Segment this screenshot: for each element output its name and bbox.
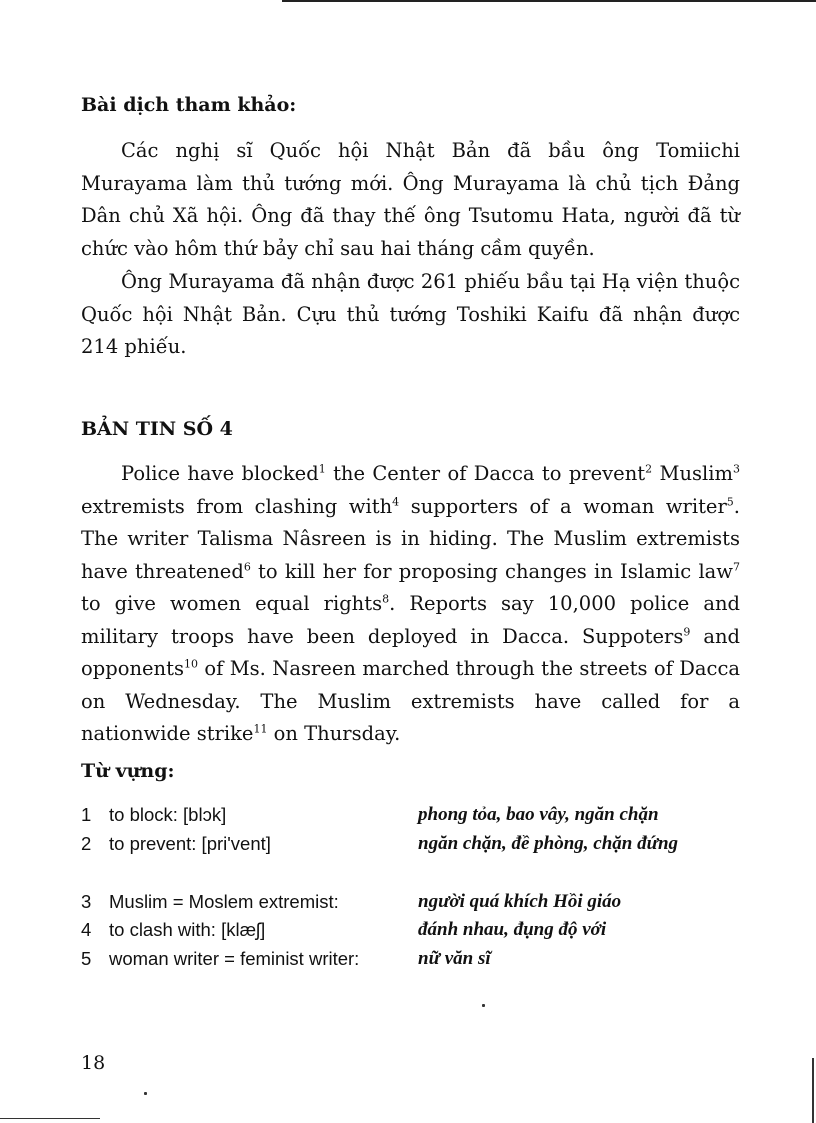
reference-paragraph-1: Các nghị sĩ Quốc hội Nhật Bản đã bầu ông Tomiichi Murayama làm thủ tướng mới. Ông Murayama là chủ tịch Đảng Dân chủ Xã hội. Ông đã thay thế ông Tsutomu Hata, người đã từ chức vào hôm thứ bảy chỉ sau hai tháng cầm quyền. — [81, 139, 740, 260]
footnote-marker: 7 — [733, 560, 740, 573]
vocab-meaning: ngăn chặn, đề phòng, chặn đứng — [418, 833, 679, 854]
vocab-term: woman writer = feminist writer: — [109, 948, 360, 969]
bulletin-paragraph — [81, 458, 740, 751]
vocab-item — [81, 916, 740, 944]
scan-speck — [144, 1092, 147, 1095]
bulletin-text-run: Muslim — [652, 462, 733, 485]
page-number: 18 — [81, 1052, 106, 1074]
footnote-marker: 4 — [392, 495, 400, 508]
vocab-number: 4 — [81, 919, 92, 940]
footnote-marker: 9 — [683, 625, 691, 638]
footnote-marker: 6 — [243, 560, 251, 573]
vocab-term: to prevent: [pri'vent] — [109, 833, 271, 854]
top-border-line — [282, 0, 816, 2]
bulletin-text-run: extremists from clashing with — [81, 494, 393, 518]
vocabulary-heading: Từ vựng: — [81, 760, 175, 782]
vocab-item — [81, 888, 740, 916]
vocab-item — [81, 830, 740, 886]
scan-speck — [482, 1004, 485, 1007]
footnote-marker: 11 — [253, 722, 268, 736]
reference-heading: Bài dịch tham khảo: — [81, 94, 297, 116]
footnote-marker: 10 — [183, 657, 198, 671]
footnote-marker: 2 — [645, 462, 653, 476]
vocab-number: 1 — [81, 804, 92, 825]
bulletin-text-run: supporters of a woman writer — [399, 494, 727, 518]
bulletin-heading: BẢN TIN SỐ 4 — [81, 418, 233, 440]
bulletin-text-run: . Reports say 10,000 police and military troops have been deployed in Dacca. Suppoters — [81, 592, 740, 648]
bulletin-text-run: to kill her for proposing changes in Islamic law — [250, 559, 733, 583]
vocab-item — [81, 801, 740, 829]
vocab-meaning: đánh nhau, đụng độ với — [418, 919, 607, 940]
footnote-marker: 5 — [726, 495, 734, 508]
reference-paragraph-2: Ông Murayama đã nhận được 261 phiếu bầu tại Hạ viện thuộc Quốc hội Nhật Bản. Cựu thủ tướng Toshiki Kaifu đã nhận được 214 phiếu. — [81, 270, 740, 358]
footnote-marker: 3 — [733, 462, 740, 476]
bulletin-text-run: and opponents — [81, 624, 740, 680]
bulletin-text-run: the Center of Dacca to prevent — [325, 462, 646, 485]
bulletin-text-run: to give women equal rights — [81, 592, 383, 615]
bulletin-text-run: on Thursday. — [267, 722, 401, 745]
vocab-term: to clash with: [klæʃ] — [109, 919, 266, 940]
vocab-term: Muslim = Moslem extremist: — [109, 891, 339, 912]
vocab-meaning: người quá khích Hồi giáo — [418, 891, 622, 912]
bulletin-text-run: Police have blocked — [121, 462, 319, 485]
bulletin-text-run: . The writer Talisma Nâsreen is in hiding. The Muslim extremists have threatened — [81, 494, 740, 583]
footnote-marker: 8 — [382, 592, 390, 606]
vocab-term: to block: [blɔk] — [109, 804, 227, 825]
vocab-number: 2 — [81, 833, 92, 854]
vocab-meaning: phong tỏa, bao vây, ngăn chặn — [418, 804, 659, 825]
footnote-marker: 1 — [318, 462, 326, 476]
vocab-number: 5 — [81, 948, 92, 969]
vocab-item — [81, 945, 740, 1001]
vocab-number: 3 — [81, 891, 92, 912]
right-border-line — [812, 1058, 814, 1123]
bulletin-text-run: of Ms. Nasreen marched through the streets of Dacca on Wednesday. The Muslim extremists have called for a nationwide strike — [81, 657, 740, 745]
bottom-border-line — [0, 1118, 100, 1119]
vocab-meaning: nữ văn sĩ — [418, 948, 491, 969]
